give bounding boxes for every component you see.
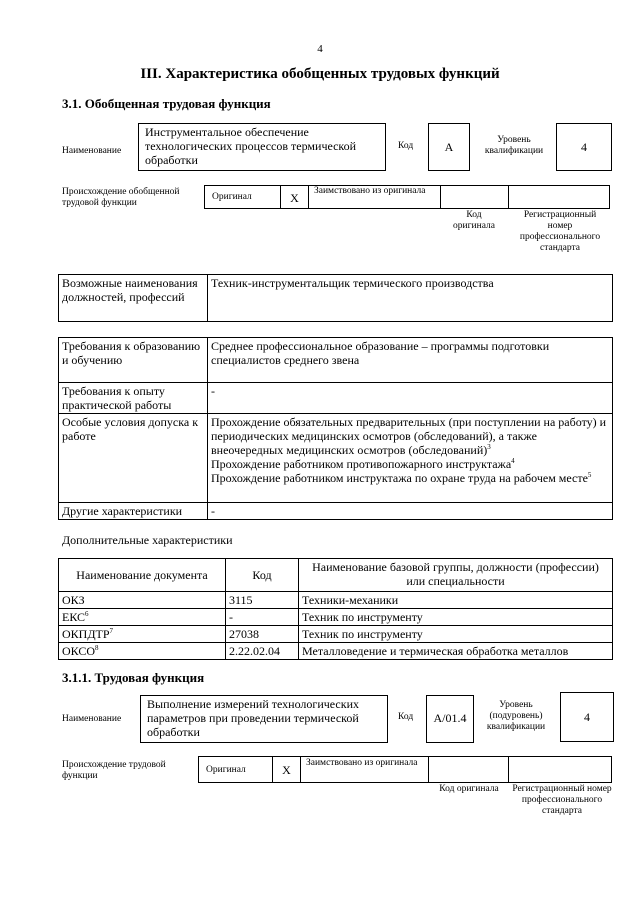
tf-origin-divider-4 bbox=[508, 756, 509, 783]
row-name: Металловедение и термическая обработка металлов bbox=[299, 643, 613, 660]
row-doc: ОКПДТР$^7$ bbox=[59, 626, 226, 643]
tf-reg-number-label: Регистрационный номер профессионального стандарта bbox=[512, 784, 612, 816]
requirements-table bbox=[58, 337, 613, 520]
gtf-origin-divider-3 bbox=[440, 185, 441, 209]
gtf-level-value: 4 bbox=[581, 140, 587, 154]
row-doc: ЕКС$^6$ bbox=[59, 609, 226, 626]
req-conditions-text-1: Прохождение обязательных предварительных (при поступлении на работу) и периодических медицинских осмотров (обследований), а также внеочередных медицинских осмотров (обследований) bbox=[211, 415, 607, 457]
gtf-original-label: Оригинал bbox=[212, 192, 252, 202]
gtf-name-label: Наименование bbox=[62, 146, 122, 156]
col-header-document: Наименование документа bbox=[59, 559, 226, 592]
table-row bbox=[59, 383, 613, 414]
table-row bbox=[59, 609, 613, 626]
row-code: 2.22.02.04 bbox=[226, 643, 299, 660]
row-name: Техник по инструменту bbox=[299, 609, 613, 626]
tf-name-label: Наименование bbox=[62, 714, 122, 724]
table-row bbox=[59, 338, 613, 383]
section-title: III. Характеристика обобщенных трудовых функций bbox=[140, 66, 500, 82]
tf-level-value: 4 bbox=[584, 710, 590, 724]
req-conditions-value bbox=[208, 414, 613, 503]
tf-heading: 3.1.1. Трудовая функция bbox=[62, 670, 205, 685]
tf-origin-label: Происхождение трудовой функции bbox=[62, 760, 166, 781]
req-conditions-text-3: Прохождение работником инструктажа по охране труда на рабочем месте bbox=[211, 471, 588, 485]
row-code: 27038 bbox=[226, 626, 299, 643]
gtf-code-original-label: Код оригинала bbox=[453, 210, 495, 231]
tf-original-label: Оригинал bbox=[206, 765, 246, 775]
gtf-level-label: Уровень квалификации bbox=[484, 135, 544, 156]
additional-heading: Дополнительные характеристики bbox=[62, 533, 233, 547]
tf-original-mark: X bbox=[282, 763, 291, 777]
possible-names-value: Техник-инструментальщик термического производства bbox=[208, 275, 613, 322]
possible-names-label: Возможные наименования должностей, профессий bbox=[59, 275, 208, 322]
table-row bbox=[59, 626, 613, 643]
row-doc: ОКЗ bbox=[59, 592, 226, 609]
gtf-borrowed-label: Заимствовано из оригинала bbox=[314, 186, 426, 196]
table-row bbox=[59, 643, 613, 660]
footnote-ref-5: 5 bbox=[587, 471, 592, 479]
footnote-ref-3: 3 bbox=[487, 443, 491, 451]
page-number: 4 bbox=[317, 43, 323, 55]
tf-code-value: A/01.4 bbox=[433, 711, 467, 725]
req-education-label: Требования к образованию и обучению bbox=[59, 338, 208, 383]
req-experience-value: - bbox=[208, 383, 613, 414]
table-row bbox=[59, 275, 613, 322]
gtf-origin-label: Происхождение обобщенной трудовой функции bbox=[62, 187, 180, 208]
tf-borrowed-label: Заимствовано из оригинала bbox=[306, 758, 418, 768]
req-other-value: - bbox=[208, 503, 613, 520]
gtf-heading: 3.1. Обобщенная трудовая функция bbox=[62, 96, 271, 111]
row-name: Техник по инструменту bbox=[299, 626, 613, 643]
gtf-code-value: A bbox=[444, 140, 454, 154]
possible-names-table bbox=[58, 274, 613, 322]
gtf-code-label: Код bbox=[398, 141, 414, 151]
row-code: - bbox=[226, 609, 299, 626]
req-conditions-label: Особые условия допуска к работе bbox=[59, 414, 208, 503]
tf-level-label: Уровень (подуровень) квалификации bbox=[486, 700, 546, 732]
footnote-ref-4: 4 bbox=[511, 457, 515, 465]
col-header-name: Наименование базовой группы, должности (профессии) или специальности bbox=[299, 559, 613, 592]
row-name: Техники-механики bbox=[299, 592, 613, 609]
table-row bbox=[59, 414, 613, 503]
additional-table bbox=[58, 558, 613, 660]
gtf-original-mark: X bbox=[290, 191, 299, 205]
table-row bbox=[59, 592, 613, 609]
table-row bbox=[59, 503, 613, 520]
req-conditions-text-2: Прохождение работником противопожарного инструктажа bbox=[211, 457, 512, 471]
table-header-row bbox=[59, 559, 613, 592]
tf-origin-divider-2 bbox=[300, 756, 301, 783]
col-header-code: Код bbox=[226, 559, 299, 592]
tf-code-original-label: Код оригинала bbox=[439, 784, 499, 794]
row-doc: ОКСО$^8$ bbox=[59, 643, 226, 660]
req-experience-label: Требования к опыту практической работы bbox=[59, 383, 208, 414]
req-education-value: Среднее профессиональное образование – программы подготовки специалистов среднего звена bbox=[208, 338, 613, 383]
tf-code-label: Код bbox=[398, 712, 414, 722]
row-code: 3115 bbox=[226, 592, 299, 609]
gtf-reg-number-label: Регистрационный номер профессионального стандарта bbox=[519, 210, 601, 253]
tf-origin-divider-3 bbox=[428, 756, 429, 783]
tf-name-value: Выполнение измерений технологических параметров при проведении термической обработки bbox=[147, 697, 359, 739]
req-other-label: Другие характеристики bbox=[59, 503, 208, 520]
gtf-origin-divider-4 bbox=[508, 185, 509, 209]
gtf-origin-divider-2 bbox=[308, 185, 309, 209]
gtf-name-value: Инструментальное обеспечение технологических процессов термической обработки bbox=[145, 125, 357, 167]
